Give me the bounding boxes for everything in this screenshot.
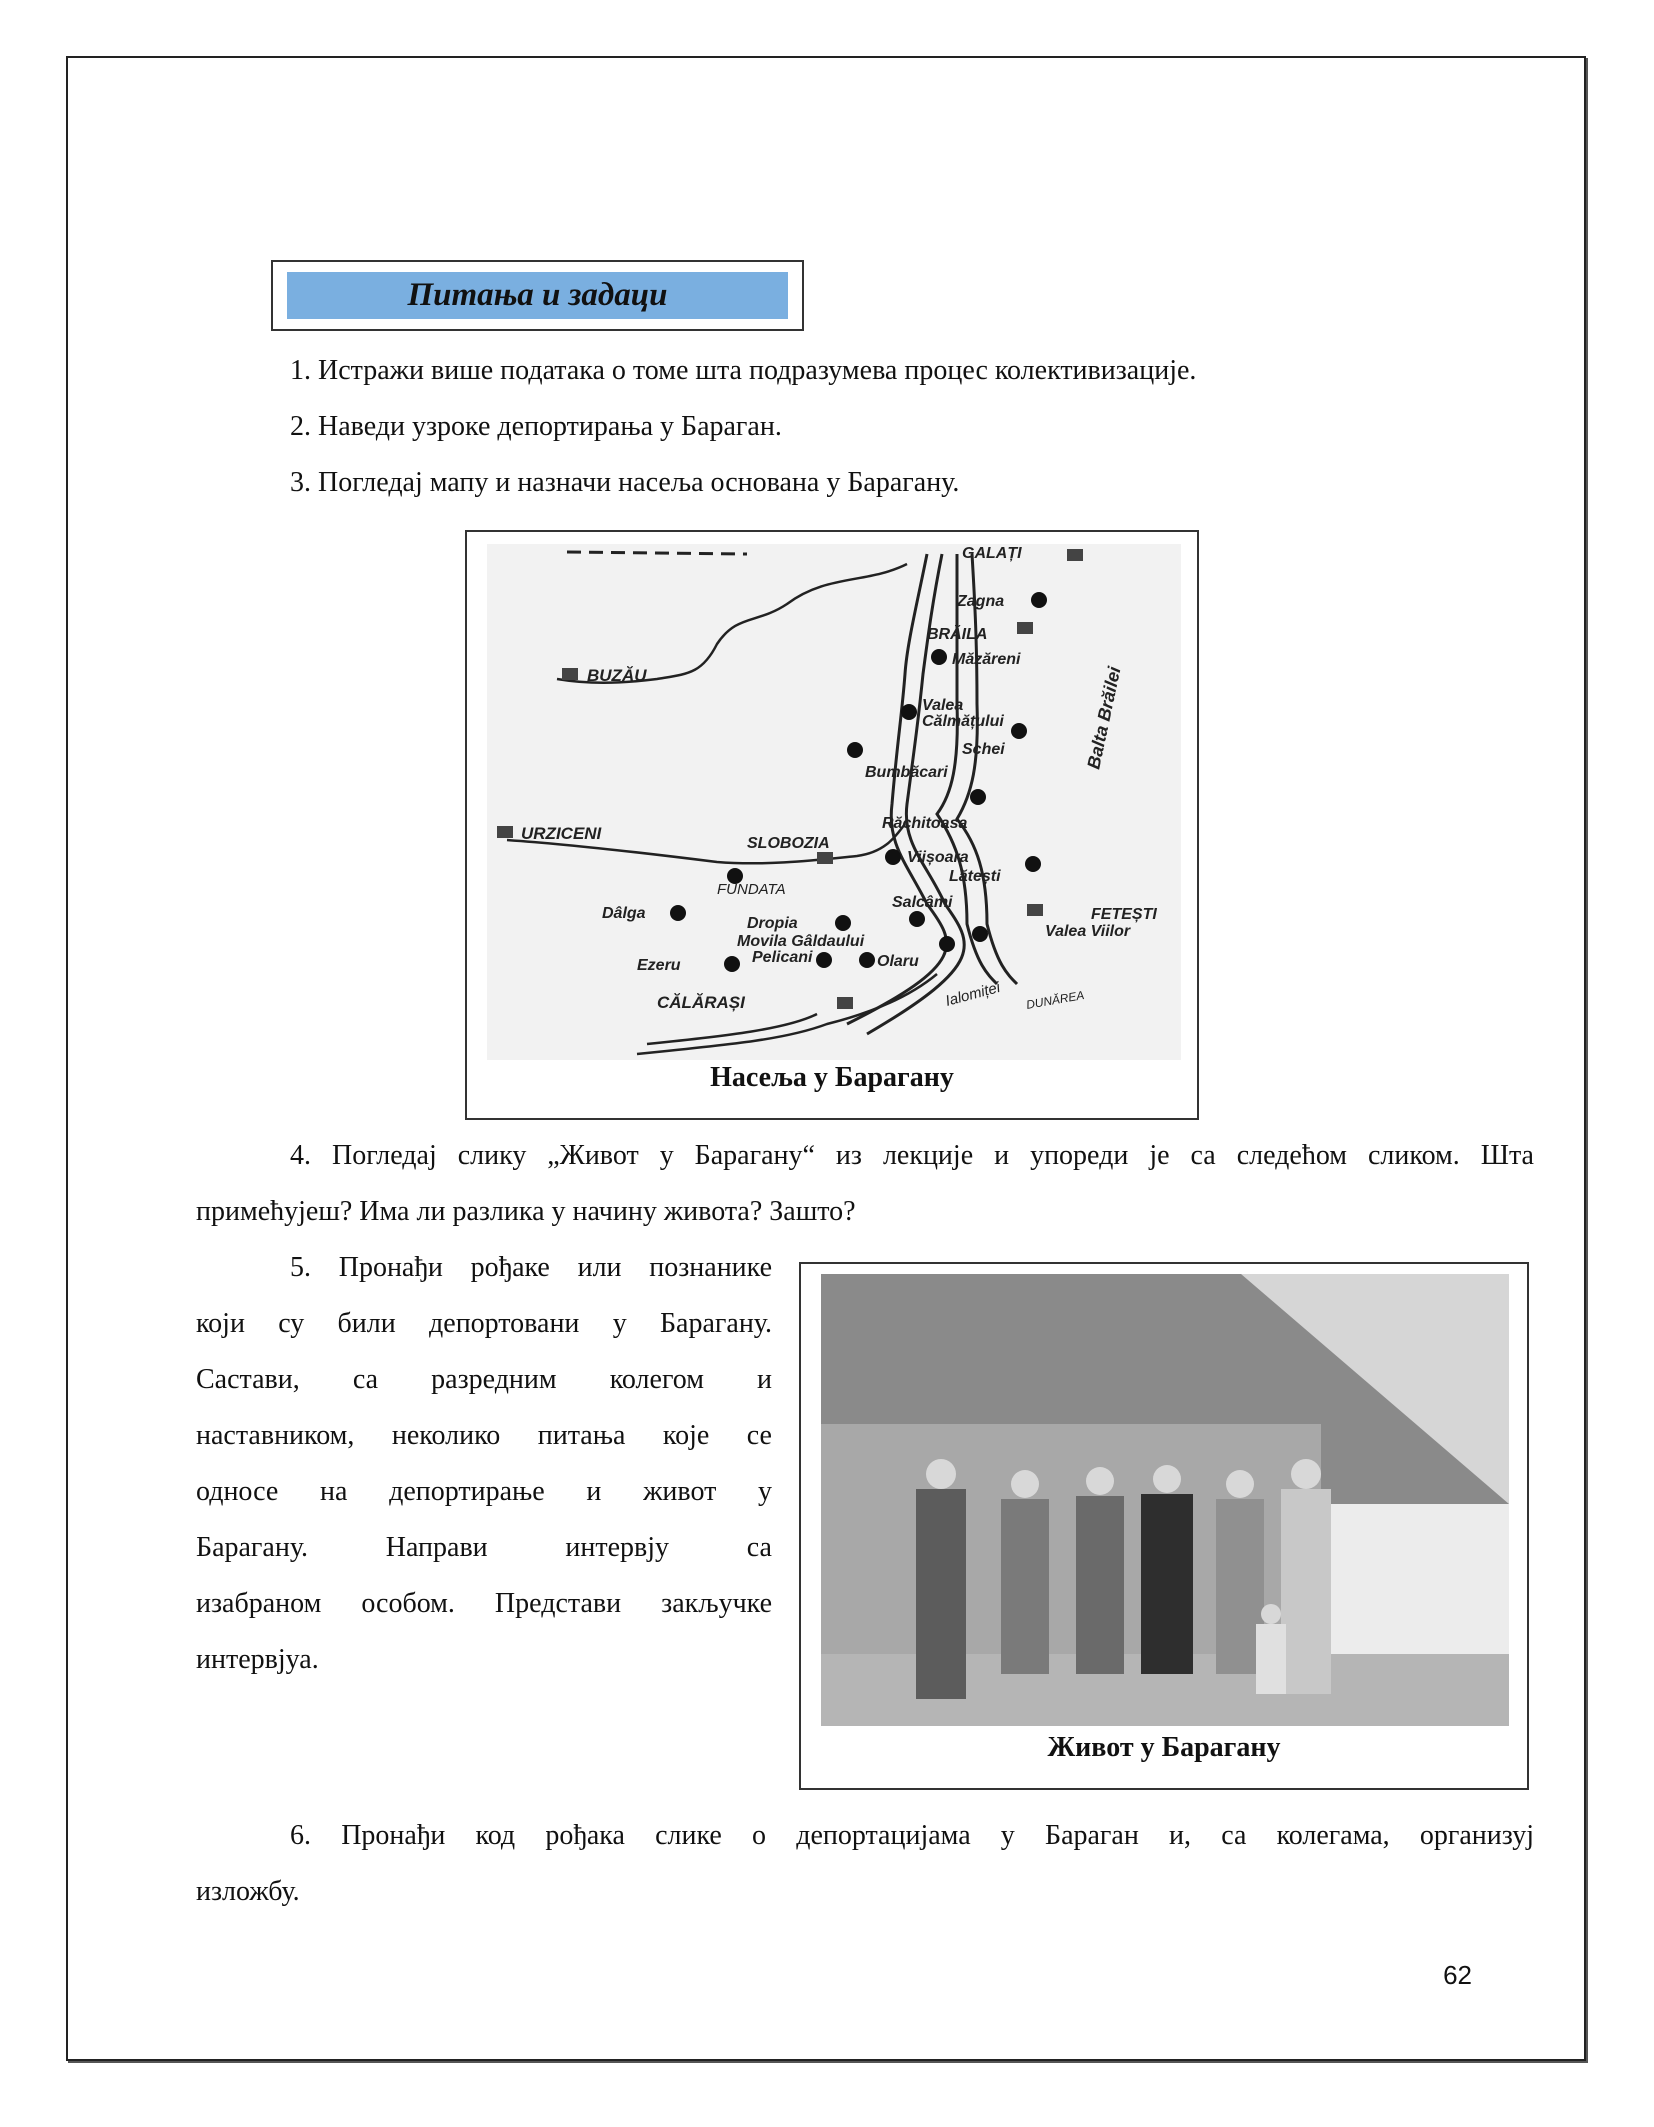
map-label-dunarea: DUNĂREA (1025, 987, 1086, 1012)
map-figure (465, 530, 1199, 1120)
section-heading: Питања и задаци (287, 272, 788, 319)
house-side-wall (1321, 1504, 1509, 1674)
task-5-line-2: који су били депортовани у Барагану. (196, 1308, 772, 1339)
map-label-zagna: Zagna (957, 593, 1005, 610)
baragan-map (487, 544, 1181, 1060)
map-label-dalga: Dâlga (602, 905, 646, 922)
map-label-olaru: Olaru (877, 953, 919, 970)
task-5-line-6: Барагану. Направи интервју са (196, 1532, 772, 1563)
map-label-rachitoasa: Răchitoasa (882, 815, 968, 832)
map-label-salcami: Salcâmi (892, 894, 953, 911)
borcea-branch (637, 974, 937, 1054)
map-label-pelicani: Pelicani (752, 949, 813, 966)
task-3: 3. Погледај мапу и назначи насеља основана у Барагану. (290, 467, 960, 498)
photo-figure (799, 1262, 1529, 1790)
map-label-calarasi: CĂLĂRAȘI (657, 993, 745, 1012)
task-1: 1. Истражи више података о томе шта подразумева процес колективизације. (290, 355, 1197, 386)
map-top-border (567, 552, 747, 554)
map-label-valea-viilor: Valea Viilor (1045, 923, 1131, 940)
map-label-mazareni: Măzăreni (952, 651, 1021, 668)
task-5-line-8: интервјуа. (196, 1644, 319, 1675)
map-label-braila: BRĂILA (927, 626, 988, 643)
page-number: 62 (1443, 1960, 1472, 1990)
photo-caption: Живот у Барагану (1047, 1732, 1281, 1763)
buzau-river (557, 564, 907, 683)
task-4-line-1: 4. Погледај слику „Живот у Барагану“ из лекције и упореди је са следећом сликом. Шта (290, 1140, 1534, 1171)
map-label-dropia: Dropia (747, 915, 798, 932)
task-5-line-3: Састави, са разредним колегом и (196, 1364, 772, 1395)
map-label-latesti: Lătești (949, 868, 1001, 885)
map-label-ialomitei: Ialomiței (943, 978, 1002, 1010)
map-label-fundata: FUNDATA (717, 881, 786, 898)
map-label-viisoara: Viișoara (907, 849, 969, 866)
map-drawing (487, 544, 1181, 1060)
settlement-dots (670, 592, 1047, 972)
task-5-line-1: 5. Пронађи рођаке или познанике (290, 1252, 772, 1283)
task-5-line-5: односе на депортирање и живот у (196, 1476, 772, 1507)
map-label-valea: Valea (922, 697, 964, 714)
map-label-urziceni: URZICENI (521, 824, 602, 843)
map-caption: Насеља у Барагану (710, 1062, 954, 1093)
task-6-line-2: изложбу. (196, 1876, 300, 1907)
map-label-movila-galdaului: Movila Gâldaului (737, 933, 865, 950)
map-label-ezeru: Ezeru (637, 957, 681, 974)
family-photo-drawing (821, 1274, 1509, 1726)
map-label-galati: GALAȚI (962, 545, 1022, 562)
task-5-line-4: наставником, неколико питања које се (196, 1420, 772, 1451)
map-label-buzau: BUZĂU (587, 666, 647, 685)
map-label-fetesti: FETEȘTI (1091, 906, 1157, 923)
task-2: 2. Наведи узроке депортирања у Бараган. (290, 411, 782, 442)
map-label-balta-brailei: Balta Brăilei (1083, 664, 1125, 771)
task-6-line-1: 6. Пронађи код рођака слике о депортацијама у Бараган и, са колегама, организуј (290, 1820, 1534, 1851)
task-4-line-2: примећујеш? Има ли разлика у начину живота? Зашто? (196, 1196, 856, 1227)
section-heading-box (271, 260, 804, 331)
map-label-bumbacari: Bumbăcari (865, 764, 948, 781)
map-label-slobozia: SLOBOZIA (747, 835, 830, 852)
task-5-line-7: изабраном особом. Представи закључке (196, 1588, 772, 1619)
map-label-calmatului: Călmățului (922, 713, 1004, 730)
family-photo (821, 1274, 1509, 1726)
map-label-schei: Schei (962, 741, 1005, 758)
